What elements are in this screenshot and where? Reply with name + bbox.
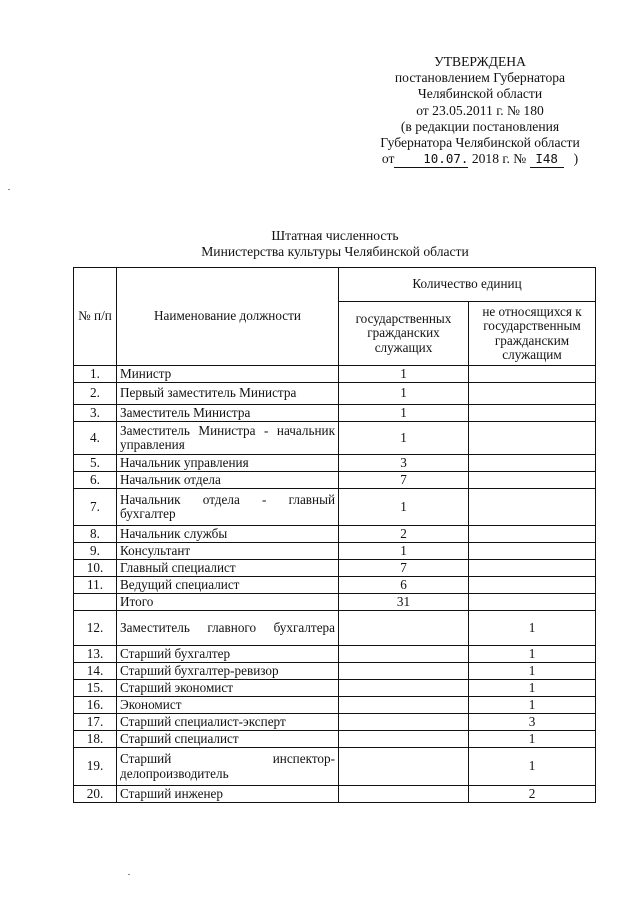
table-row [74,663,596,680]
table-row [74,611,596,646]
row-num: 9. [74,543,117,560]
table-row [74,489,596,526]
row-num: 13. [74,646,117,663]
row-noncivil: 1 [469,611,596,646]
row-civil [339,611,469,646]
row-num: 15. [74,680,117,697]
row-name: Начальник управления [117,455,339,472]
row-noncivil [469,366,596,383]
row-num: 3. [74,405,117,422]
table-row [74,422,596,455]
approval-date-line [360,151,600,168]
table-row [74,577,596,594]
row-name: Старший специалист [117,731,339,748]
row-civil: 1 [339,422,469,455]
row-num: 16. [74,697,117,714]
approval-line-2: Челябинской области [417,86,543,102]
row-civil: 6 [339,577,469,594]
row-num: 8. [74,526,117,543]
table-row [74,748,596,786]
row-civil [339,748,469,786]
row-civil [339,697,469,714]
row-num: 12. [74,611,117,646]
date-year: 2018 г. № [471,151,527,167]
row-name: Старший экономист [117,680,339,697]
row-name: Старший бухгалтер-ревизор [117,663,339,680]
header-num: № п/п [74,268,117,366]
row-noncivil: 1 [469,697,596,714]
row-num: 6. [74,472,117,489]
row-name: Старший инспектор-делопроизводитель [117,748,339,786]
row-name: Начальник службы [117,526,339,543]
staff-table [73,267,596,803]
row-num: 18. [74,731,117,748]
row-civil: 3 [339,455,469,472]
row-civil: 1 [339,366,469,383]
row-noncivil [469,455,596,472]
table-row [74,543,596,560]
table-row [74,366,596,383]
number-handwritten: I48 [530,151,564,168]
table-row [74,526,596,543]
row-name: Первый заместитель Министра [117,383,339,405]
row-civil [339,680,469,697]
date-suffix: ) [573,151,579,167]
approval-line-5: Губернатора Челябинской области [380,135,580,151]
scan-speck [8,189,10,190]
row-num [74,594,117,611]
row-noncivil [469,543,596,560]
row-noncivil: 1 [469,646,596,663]
row-civil: 7 [339,560,469,577]
row-noncivil: 1 [469,731,596,748]
row-noncivil: 1 [469,748,596,786]
row-civil: 7 [339,472,469,489]
table-row [74,472,596,489]
title-line-1: Штатная численность [271,228,399,243]
approval-line-4: (в редакции постановления [400,118,560,134]
table-row [74,383,596,405]
row-num: 4. [74,422,117,455]
approval-block [360,54,600,168]
row-num: 19. [74,748,117,786]
row-noncivil: 2 [469,786,596,803]
row-noncivil [469,383,596,405]
table-row [74,455,596,472]
row-civil: 1 [339,383,469,405]
row-civil: 2 [339,526,469,543]
row-name: Заместитель Министра - начальник управления [117,422,339,455]
date-handwritten: 10.07. [394,151,468,168]
row-noncivil: 1 [469,663,596,680]
header-noncivil: не относящихся к государственным гражданским служащим [469,302,596,366]
row-civil [339,663,469,680]
row-num: 1. [74,366,117,383]
header-name: Наименование должности [117,268,339,366]
date-prefix: от [381,151,395,167]
row-name: Заместитель Министра [117,405,339,422]
row-name: Консультант [117,543,339,560]
row-noncivil [469,594,596,611]
row-civil [339,786,469,803]
row-name: Старший бухгалтер [117,646,339,663]
row-noncivil [469,422,596,455]
table-row [74,786,596,803]
row-civil: 1 [339,543,469,560]
scan-speck [128,874,130,875]
row-noncivil [469,489,596,526]
table-row [74,697,596,714]
row-civil [339,714,469,731]
header-row-top [74,268,596,302]
row-noncivil [469,526,596,543]
row-noncivil [469,405,596,422]
row-num: 7. [74,489,117,526]
row-name: Министр [117,366,339,383]
row-name: Старший специалист-эксперт [117,714,339,731]
table-row [74,731,596,748]
document-title [120,228,550,260]
approval-line-3: от 23.05.2011 г. № 180 [416,102,544,118]
header-qty: Количество единиц [339,268,596,302]
row-name: Начальник отдела [117,472,339,489]
row-num: 17. [74,714,117,731]
row-noncivil: 3 [469,714,596,731]
table-row [74,714,596,731]
approval-line-1: постановлением Губернатора [394,70,566,86]
row-name: Ведущий специалист [117,577,339,594]
row-name: Старший инженер [117,786,339,803]
table-row-total [74,594,596,611]
row-civil: 1 [339,405,469,422]
row-noncivil [469,577,596,594]
row-name: Итого [117,594,339,611]
title-line-2: Министерства культуры Челябинской области [201,244,469,259]
row-num: 10. [74,560,117,577]
row-num: 11. [74,577,117,594]
row-name: Заместитель главного бухгалтера [117,611,339,646]
table-row [74,405,596,422]
row-num: 20. [74,786,117,803]
row-civil: 31 [339,594,469,611]
row-civil [339,731,469,748]
row-num: 14. [74,663,117,680]
table-row [74,646,596,663]
row-civil [339,646,469,663]
header-civil: государственных гражданских служащих [339,302,469,366]
row-name: Главный специалист [117,560,339,577]
row-num: 5. [74,455,117,472]
approval-title: УТВЕРЖДЕНА [434,54,526,69]
table-row [74,560,596,577]
table-row [74,680,596,697]
row-noncivil: 1 [469,680,596,697]
row-noncivil [469,472,596,489]
row-civil: 1 [339,489,469,526]
row-name: Начальник отдела - главный бухгалтер [117,489,339,526]
row-name: Экономист [117,697,339,714]
row-noncivil [469,560,596,577]
row-num: 2. [74,383,117,405]
